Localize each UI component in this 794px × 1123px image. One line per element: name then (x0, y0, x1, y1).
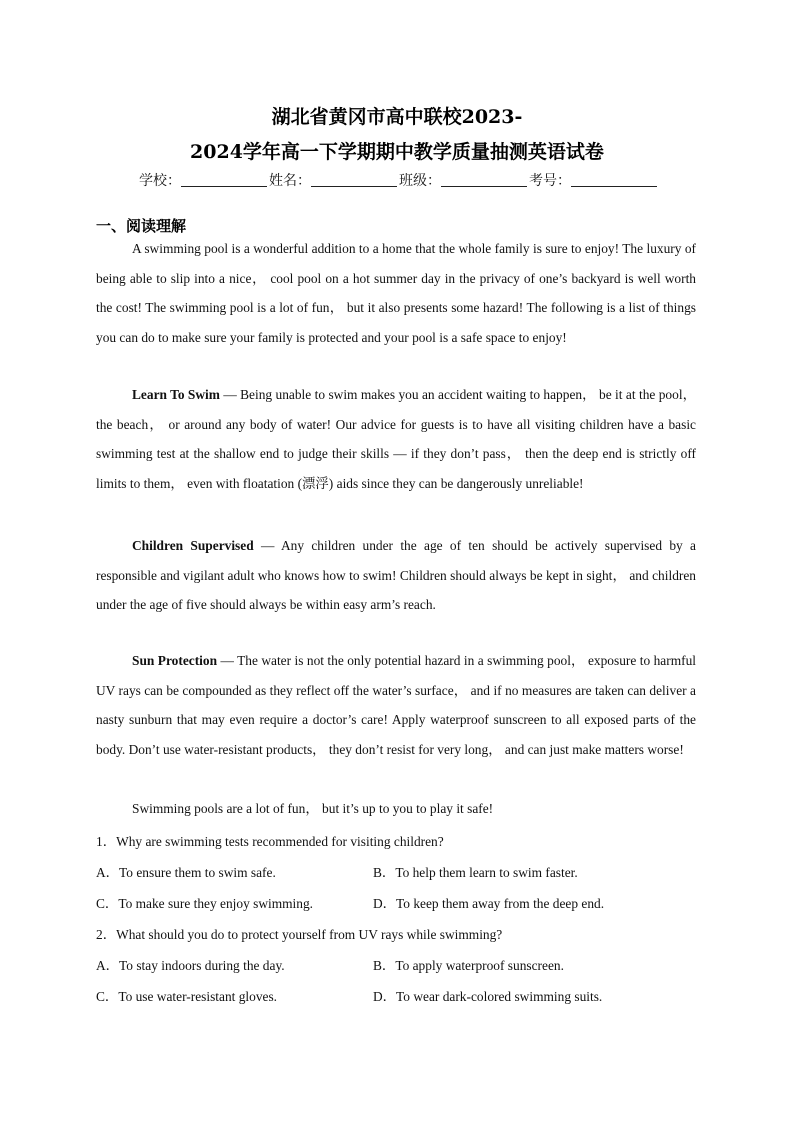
question-1-option-c[interactable]: C．To make sure they enjoy swimming. (96, 896, 314, 911)
passage-paragraph-1: A swimming pool is a wonderful addition to a home that the whole family is sure to enjoy! The luxury of being able to slip into a nice， cool pool on a hot summer day in the privacy of one’s backyard is well worth the cost! The swimming pool is a lot of fun， but it also presents some hazard! The following is a list of things you can do to make sure your family is protected and your pool is a safe space to enjoy! (96, 241, 696, 345)
passage-paragraph-3 (96, 531, 696, 620)
question-2-option-c[interactable]: C．To use water-resistant gloves. (96, 989, 278, 1004)
class-label: 班级： (399, 174, 441, 189)
school-label: 学校： (139, 174, 181, 189)
student-info-row (0, 170, 794, 190)
paragraph-text: — The water is not the only potential hazard in a swimming pool， exposure to harmful UV rays can be compounded as they reflect off the water’s surface， and if no measures are taken can deliver a nasty sunburn that may even require a doctor’s care! Apply waterproof sunscreen to all exposed parts of the body. Don’t use water-resistant products， they don’t resist for very long， and can just make matters worse! (96, 653, 696, 757)
passage-paragraph-2 (96, 380, 696, 498)
question-2-option-a[interactable]: A．To stay indoors during the day. (96, 958, 285, 973)
question-2-option-d[interactable]: D．To wear dark-colored swimming suits. (373, 989, 603, 1004)
question-1-option-a[interactable]: A．To ensure them to swim safe. (96, 865, 276, 880)
class-blank (441, 172, 527, 187)
name-label: 姓名： (269, 174, 311, 189)
exam-title-line2: 2024学年高一下学期期中教学质量抽测英语试卷 (190, 141, 604, 163)
school-blank (181, 172, 267, 187)
exam-number-label: 考号： (529, 174, 571, 189)
passage-paragraph-4 (96, 646, 696, 764)
name-blank (311, 172, 397, 187)
question-2-stem: 2．What should you do to protect yourself from UV rays while swimming? (96, 927, 503, 942)
passage-paragraph-5: Swimming pools are a lot of fun， but it’s up to you to play it safe! (132, 801, 494, 816)
section-title: 一、阅读理解 (96, 219, 187, 235)
paragraph-text: — Being unable to swim makes you an accident waiting to happen， be it at the pool， the beach， or around any body of water! Our advice for guests is to have all visiting children have a basic swimming test at the shallow end to judge their skills — if they don’t pass， then the deep end is strictly off limits to them， even with floatation (漂浮) aids since they can be dangerously unreliable! (96, 387, 696, 491)
paragraph-heading-learn-to-swim: Learn To Swim (132, 387, 220, 402)
question-1-option-b[interactable]: B．To help them learn to swim faster. (373, 865, 578, 880)
exam-title-line1: 湖北省黄冈市高中联校2023- (271, 106, 523, 128)
question-1-stem: 1．Why are swimming tests recommended for visiting children? (96, 834, 444, 849)
paragraph-heading-sun-protection: Sun Protection (132, 653, 218, 668)
paragraph-heading-children-supervised: Children Supervised (132, 538, 254, 553)
paragraph-text: — Any children under the age of ten should be actively supervised by a responsible and vigilant adult who knows how to swim! Children should always be kept in sight， and children under the age of five should always be within easy arm’s reach. (96, 538, 696, 613)
question-2-option-b[interactable]: B．To apply waterproof sunscreen. (373, 958, 564, 973)
question-1-option-d[interactable]: D．To keep them away from the deep end. (373, 896, 605, 911)
exam-number-blank (571, 172, 657, 187)
